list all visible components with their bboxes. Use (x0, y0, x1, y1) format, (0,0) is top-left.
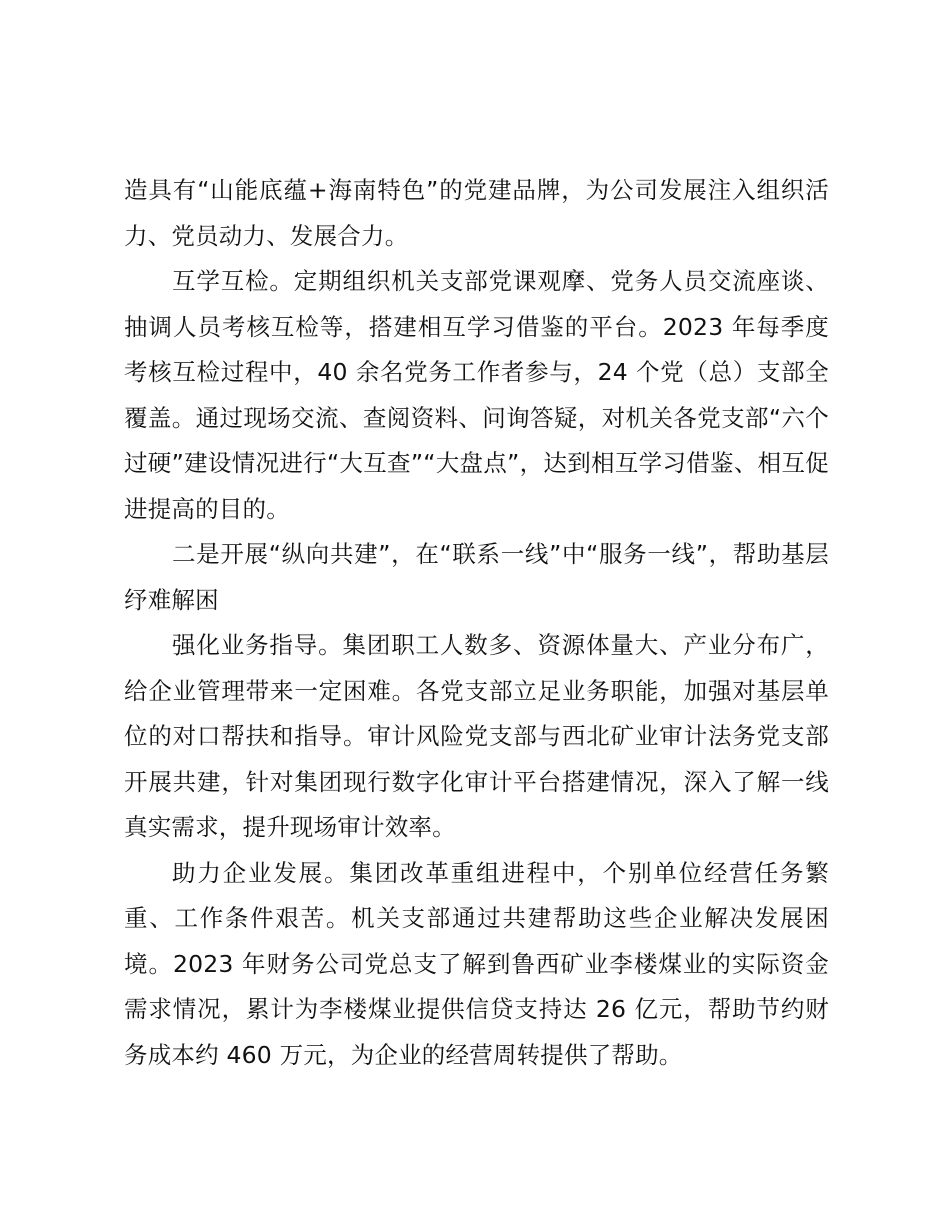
paragraph-continuation: 造具有“山能底蕴+海南特色”的党建品牌，为公司发展注入组织活力、党员动力、发展合力。 (124, 176, 829, 250)
paragraph-vertical-cobuilding-heading: 二是开展“纵向共建”，在“联系一线”中“服务一线”，帮助基层纾难解困 (124, 540, 829, 614)
document-body (124, 168, 829, 1078)
paragraph-business-guidance: 强化业务指导。集团职工人数多、资源体量大、产业分布广，给企业管理带来一定困难。各党支部立足业务职能，加强对基层单位的对口帮扶和指导。审计风险党支部与西北矿业审计法务党支部开展共建，针对集团现行数字化审计平台搭建情况，深入了解一线真实需求，提升现场审计效率。 (124, 631, 829, 841)
paragraph-enterprise-development: 助力企业发展。集团改革重组进程中，个别单位经营任务繁重、工作条件艰苦。机关支部通过共建帮助这些企业解决发展困境。2023 年财务公司党总支了解到鲁西矿业李楼煤业的实际资金需求情况，累计为李楼煤业提供信贷支持达 26 亿元，帮助节约财务成本约 460 万元，为企业的经营周转提供了帮助。 (124, 858, 829, 1069)
paragraph-mutual-learning: 互学互检。定期组织机关支部党课观摩、党务人员交流座谈、抽调人员考核互检等，搭建相互学习借鉴的平台。2023 年每季度考核互检过程中，40 余名党务工作者参与，24 个党（总）支部全覆盖。通过现场交流、查阅资料、问询答疑，对机关各党支部“六个过硬”建设情况进行“大互查”“大盘点”，达到相互学习借鉴、相互促进提高的目的。 (124, 267, 829, 523)
